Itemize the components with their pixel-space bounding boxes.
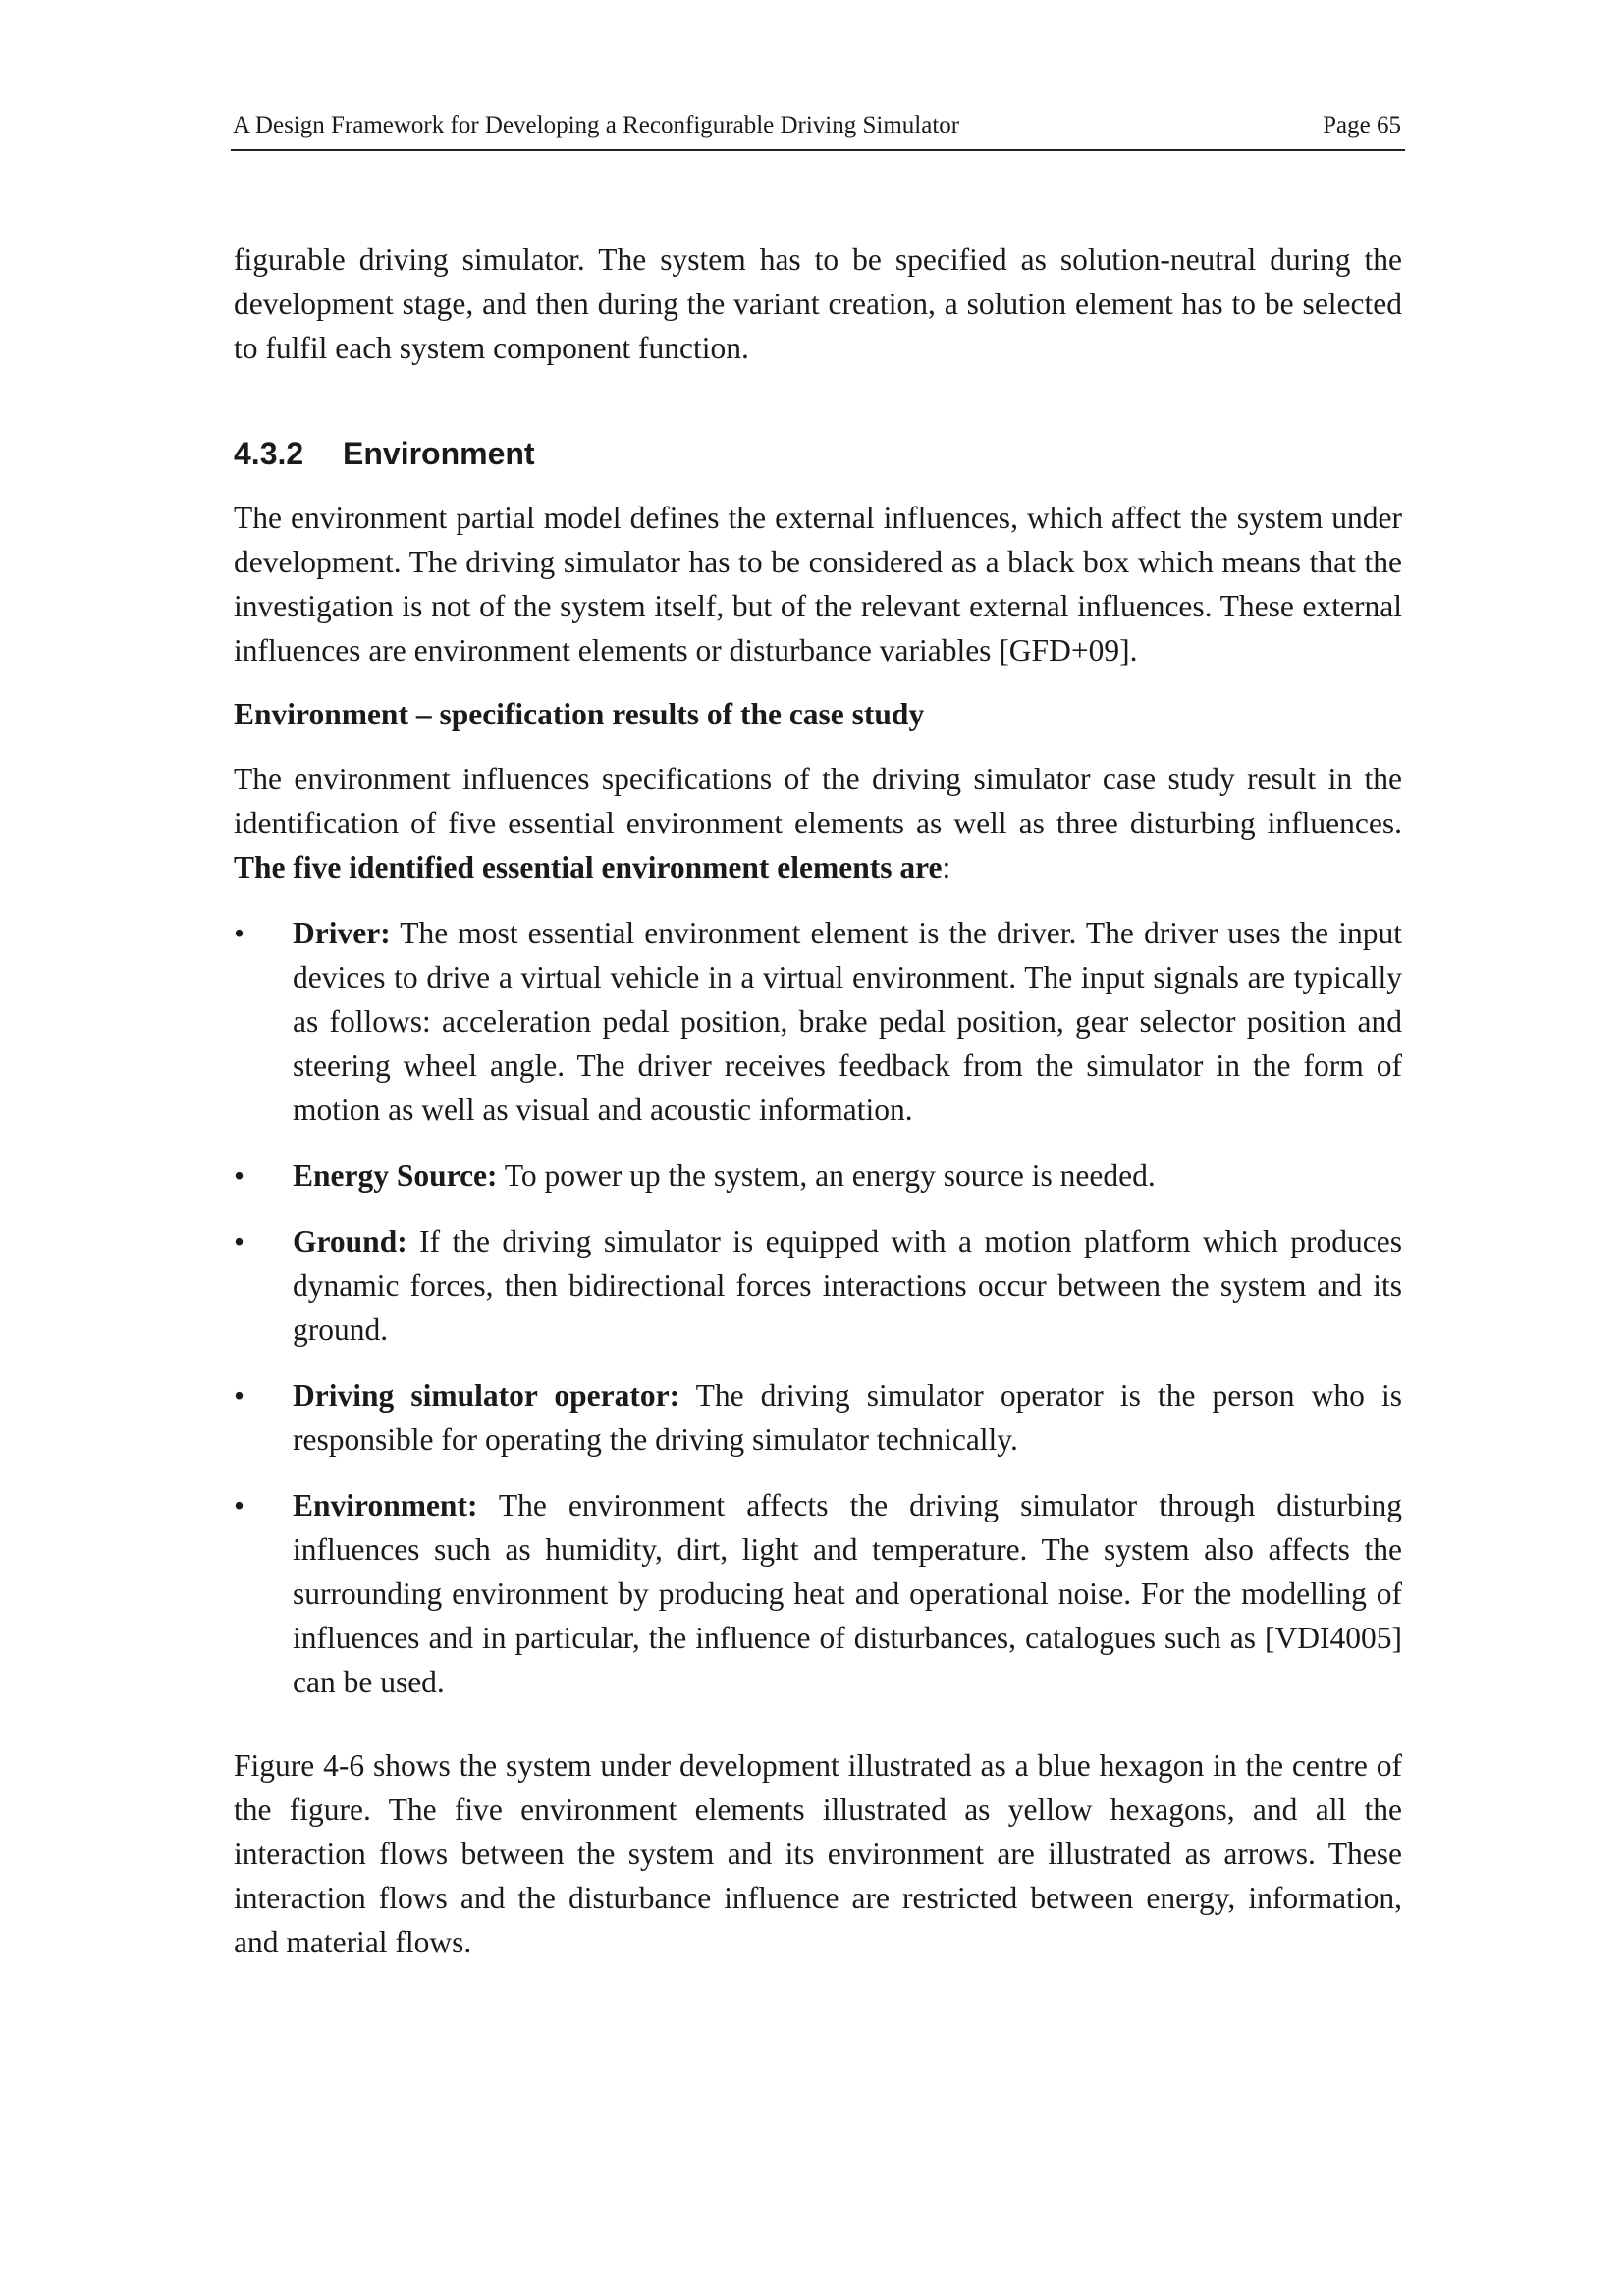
spec-paragraph: [234, 757, 1402, 889]
section-number: 4.3.2: [234, 436, 304, 471]
running-header: [231, 106, 1405, 151]
list-item: [234, 1219, 1402, 1352]
section-heading: [234, 432, 1402, 476]
bullet-icon: •: [234, 916, 245, 950]
list-item-term: Driving simulator operator:: [293, 1378, 680, 1413]
bullet-icon: •: [234, 1158, 245, 1193]
list-item-term: Environment:: [293, 1488, 478, 1522]
subheading: Environment – specification results of the case study: [234, 697, 925, 731]
page-body: [234, 238, 1402, 1964]
header-title: A Design Framework for Developing a Reconfigurable Driving Simulator: [233, 112, 960, 138]
page-number: Page 65: [1323, 112, 1401, 138]
list-item-term: Ground:: [293, 1224, 407, 1258]
list-item-text: To power up the system, an energy source is needed.: [497, 1158, 1156, 1193]
spec-bold-text: The five identified essential environment elements are: [234, 850, 943, 884]
bullet-icon: •: [234, 1488, 245, 1522]
list-item-text: The driving simulator operator is the person who is responsible for operating the driving simulator technically.: [293, 1378, 1402, 1457]
bullet-icon: •: [234, 1378, 245, 1413]
bullet-icon: •: [234, 1224, 245, 1258]
list-item-text: The most essential environment element is the driver. The driver uses the input devices to drive a virtual vehicle in a virtual environment. The input signals are typically as follows: acceleration pedal position, brake pedal position, gear selector position and steering wheel angle. The driver receives feedback from the simulator in the form of motion as well as visual and acoustic information.: [293, 916, 1402, 1127]
list-item-term: Driver:: [293, 916, 391, 950]
spec-suffix: :: [942, 850, 951, 884]
figure-paragraph: Figure 4-6 shows the system under development illustrated as a blue hexagon in the centre of the figure. The five environment elements illustrated as yellow hexagons, and all the interaction flows between the system and its environment are illustrated as arrows. These interaction flows and the disturbance influence are restricted between energy, information, and material flows.: [234, 1748, 1402, 1959]
intro-paragraph: figurable driving simulator. The system has to be specified as solution-neutral during the development stage, and then during the variant creation, a solution element has to be selected to fulfil each system component function.: [234, 242, 1402, 365]
list-item-term: Energy Source:: [293, 1158, 498, 1193]
list-item: [234, 1153, 1402, 1198]
list-item: [234, 911, 1402, 1132]
list-item: [234, 1373, 1402, 1462]
list-item-text: If the driving simulator is equipped with a motion platform which produces dynamic forces, then bidirectional forces interactions occur between the system and its ground.: [293, 1224, 1402, 1347]
environment-paragraph: The environment partial model defines the external influences, which affect the system under development. The driving simulator has to be considered as a black box which means that the investigation is not of the system itself, but of the relevant external influences. These external influences are environment elements or disturbance variables [GFD+09].: [234, 501, 1402, 667]
section-title: Environment: [343, 436, 535, 471]
list-item-text: The environment affects the driving simulator through disturbing influences such as humidity, dirt, light and temperature. The system also affects the surrounding environment by producing heat and operational noise. For the modelling of influences and in particular, the influence of disturbances, catalogues such as [VDI4005] can be used.: [293, 1488, 1402, 1699]
spec-text: The environment influences specifications of the driving simulator case study result in the identification of five essential environment elements as well as three disturbing influences.: [234, 762, 1402, 840]
environment-elements-list: [234, 911, 1402, 1704]
list-item: [234, 1483, 1402, 1704]
